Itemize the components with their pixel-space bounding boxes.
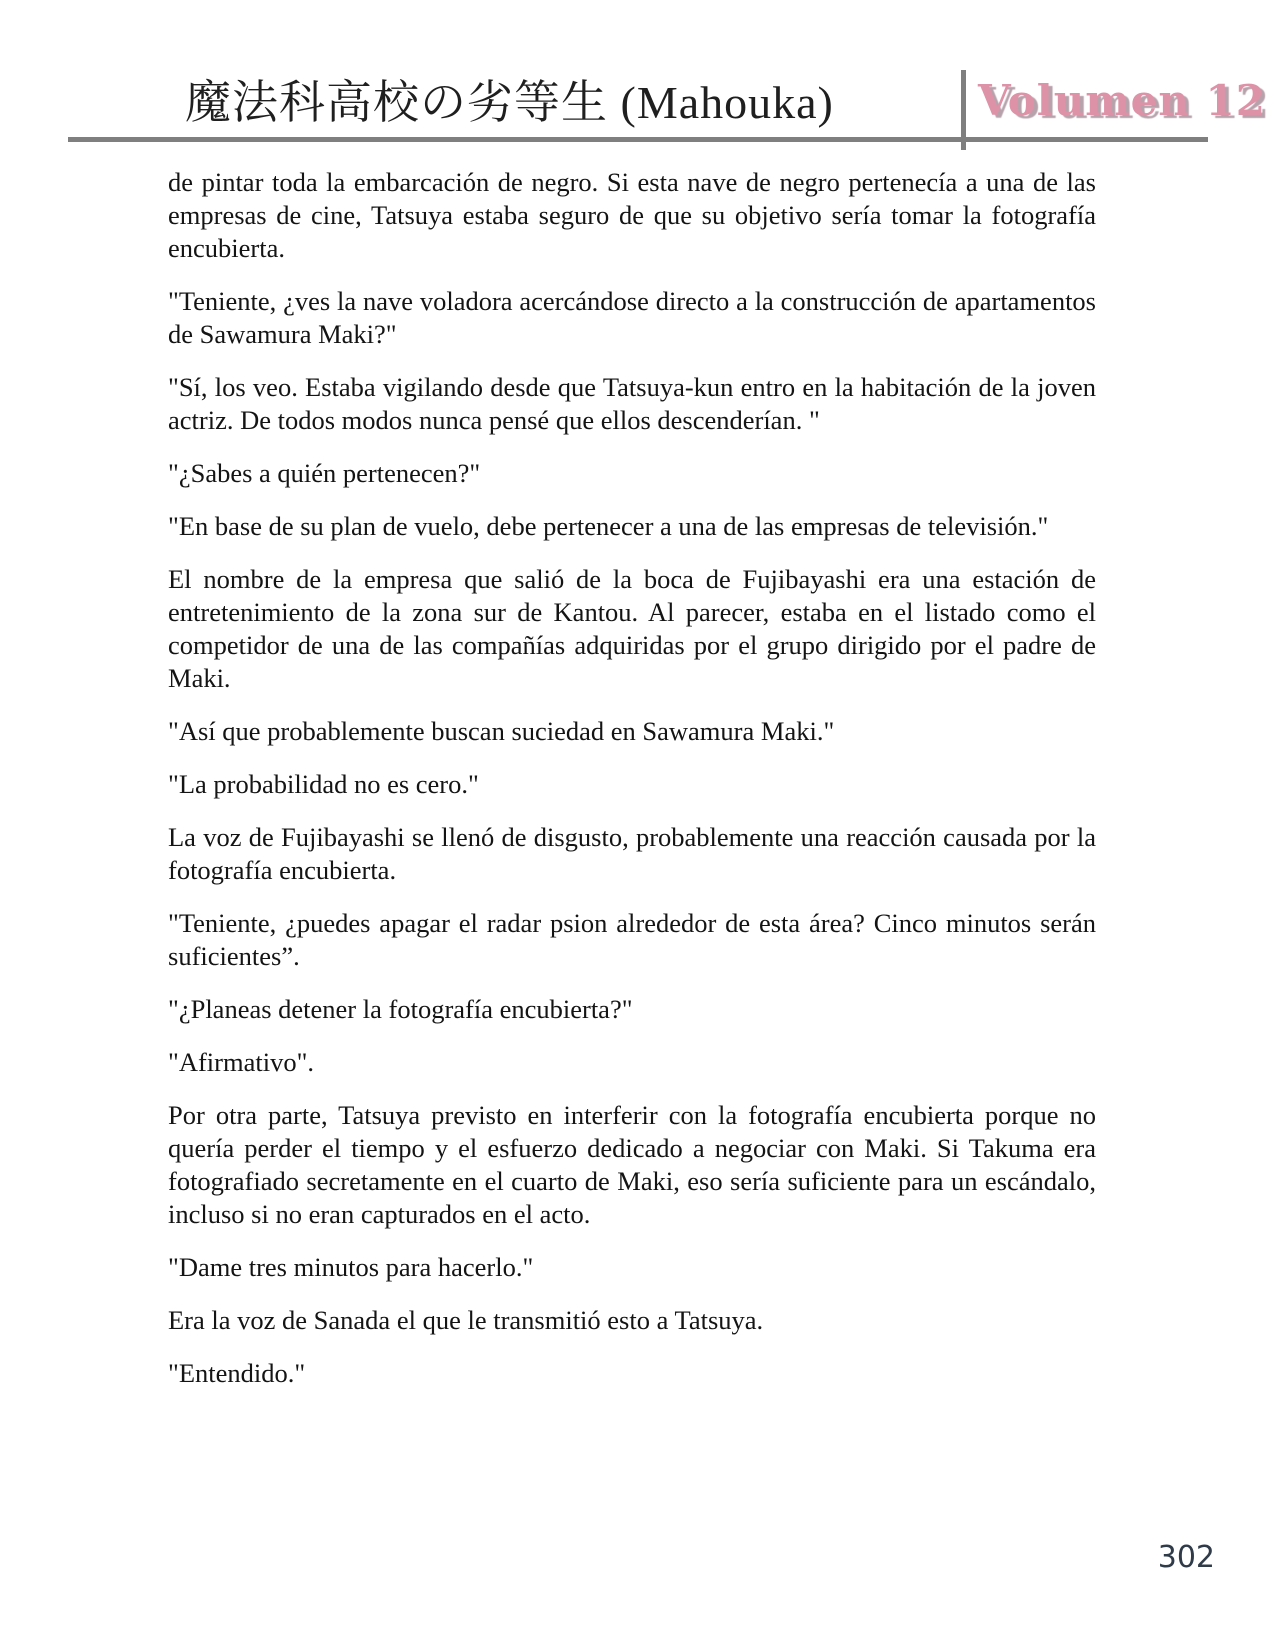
paragraph: La voz de Fujibayashi se llenó de disgusto, probablemente una reacción causada por la fotografía encubierta. <box>168 822 1096 885</box>
page-header <box>0 0 1275 150</box>
paragraph: "Sí, los veo. Estaba vigilando desde que Tatsuya-kun entro en la habitación de la joven actriz. De todos modos nunca pensé que ellos descenderían. " <box>168 372 1096 435</box>
paragraph: "Entendido." <box>168 1358 306 1388</box>
paragraph: "La probabilidad no es cero." <box>168 769 479 799</box>
paragraph: Por otra parte, Tatsuya previsto en interferir con la fotografía encubierta porque no quería perder el tiempo y el esfuerzo dedicado a negociar con Maki. Si Takuma era fotografiado secretamente en el cuarto de Maki, eso sería suficiente para un escándalo, incluso si no eran capturados en el acto. <box>168 1100 1096 1229</box>
book-title: 魔法科高校の劣等生 (Mahouka) <box>185 77 834 128</box>
paragraph: "Dame tres minutos para hacerlo." <box>168 1252 534 1282</box>
paragraph: Era la voz de Sanada el que le transmitió esto a Tatsuya. <box>168 1305 764 1335</box>
paragraph: de pintar toda la embarcación de negro. Si esta nave de negro pertenecía a una de las empresas de cine, Tatsuya estaba seguro de que su objetivo sería tomar la fotografía encubierta. <box>168 167 1096 263</box>
page-number: 302 <box>1157 1540 1215 1575</box>
paragraph: "Teniente, ¿ves la nave voladora acercándose directo a la construcción de apartamentos de Sawamura Maki?" <box>168 286 1096 349</box>
volume-label: Volumen 12 <box>978 76 1267 125</box>
paragraph: "Así que probablemente buscan suciedad en Sawamura Maki." <box>168 716 835 746</box>
paragraph: "Afirmativo". <box>168 1047 315 1077</box>
body-text <box>168 166 1096 1410</box>
paragraph: "¿Planeas detener la fotografía encubierta?" <box>168 994 633 1024</box>
paragraph: "En base de su plan de vuelo, debe pertenecer a una de las empresas de televisión." <box>168 511 1049 541</box>
paragraph: "¿Sabes a quién pertenecen?" <box>168 458 481 488</box>
paragraph: "Teniente, ¿puedes apagar el radar psion alrededor de esta área? Cinco minutos serán suficientes”. <box>168 908 1096 971</box>
paragraph: El nombre de la empresa que salió de la boca de Fujibayashi era una estación de entretenimiento de la zona sur de Kantou. Al parecer, estaba en el listado como el competidor de una de las compañías adquiridas por el grupo dirigido por el padre de Maki. <box>168 564 1096 693</box>
header-horizontal-rule <box>68 137 1208 142</box>
